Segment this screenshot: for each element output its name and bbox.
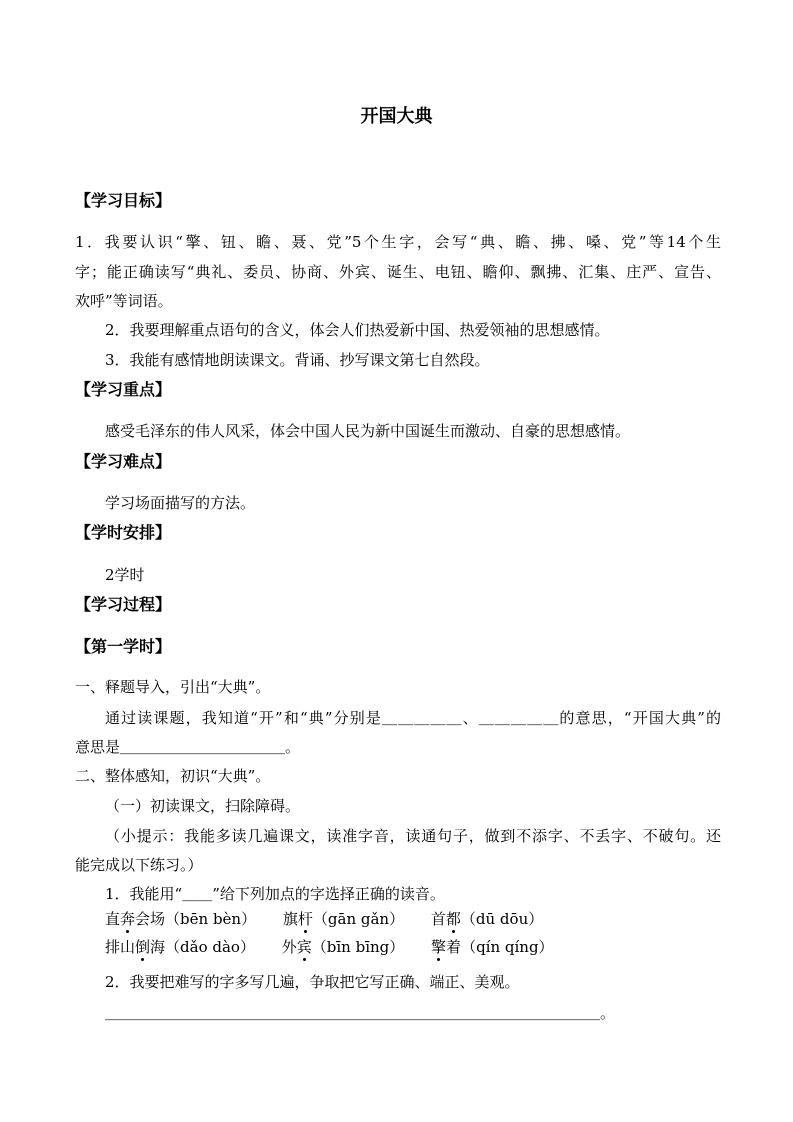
exercise-2-answer-line: ＿＿＿＿＿＿＿＿＿＿＿＿＿＿＿＿＿＿＿＿＿＿＿＿＿＿＿＿＿＿＿＿＿。 xyxy=(105,1004,616,1022)
word-6: 擎着（qín qíng） xyxy=(431,938,554,956)
difficulty-text: 学习场面描写的方法。 xyxy=(105,494,256,512)
goal-1-line-2: 字；能正确读写“典礼、委员、协商、外宾、诞生、电钮、瞻仰、飘拂、汇集、庄严、宣告、 xyxy=(75,263,721,281)
word-3: 首都（dū dōu） xyxy=(430,910,544,928)
dotted-char: 杆 xyxy=(297,910,313,928)
part-2-sub-1: （一）初读课文，扫除障碍。 xyxy=(105,797,301,815)
dotted-char: 都 xyxy=(445,910,461,928)
goal-1-line-3: 欢呼”等词语。 xyxy=(75,292,173,310)
schedule-text: 2学时 xyxy=(105,566,145,584)
part-2-heading: 二、整体感知，初识“大典”。 xyxy=(75,767,271,785)
pinyin-row-1 xyxy=(105,909,543,929)
dotted-char: 奔 xyxy=(120,910,136,928)
dotted-char: 擎 xyxy=(431,938,447,956)
goal-1-line-1: 1．我要认识“擎、钮、瞻、聂、党”5个生字，会写“典、瞻、拂、嗓、党”等14个生 xyxy=(75,233,721,251)
word-1: 直奔会场（bēn bèn） xyxy=(105,910,257,928)
exercise-2: 2．我要把难写的字多写几遍，争取把它写正确、端正、美观。 xyxy=(105,973,520,991)
schedule-heading: 【学时安排】 xyxy=(75,523,172,542)
hint-line-1: （小提示：我能多读几遍课文，读准字音，读通句子，做到不添字、不丢字、不破句。还 xyxy=(105,827,721,845)
lesson-1-heading: 【第一学时】 xyxy=(75,637,172,656)
part-1-line-1: 通过读课题，我知道“开”和“典”分别是＿＿＿＿＿、＿＿＿＿＿的意思，“开国大典”的 xyxy=(105,709,721,727)
difficulty-heading: 【学习难点】 xyxy=(75,452,172,471)
document-title: 开国大典 xyxy=(360,106,433,127)
focus-heading: 【学习重点】 xyxy=(75,380,172,399)
hint-line-2: 能完成以下练习。） xyxy=(75,856,203,874)
pinyin-row-2 xyxy=(105,937,554,957)
word-2: 旗杆（gān gǎn） xyxy=(282,910,405,928)
goal-2: 2．我要理解重点语句的含义，体会人们热爱新中国、热爱领袖的思想感情。 xyxy=(105,321,610,339)
goal-3: 3．我能有感情地朗读课文。背诵、抄写课文第七自然段。 xyxy=(105,351,490,369)
process-heading: 【学习过程】 xyxy=(75,595,172,614)
exercise-1: 1．我能用“＿＿”给下列加点的字选择正确的读音。 xyxy=(105,885,445,903)
word-4: 排山倒海（dǎo dào） xyxy=(105,938,255,956)
dotted-char: 宾 xyxy=(296,938,312,956)
goals-heading: 【学习目标】 xyxy=(75,191,172,210)
dotted-char: 倒 xyxy=(135,938,151,956)
word-5: 外宾（bīn bīng） xyxy=(281,938,405,956)
focus-text: 感受毛泽东的伟人风采，体会中国人民为新中国诞生而激动、自豪的思想感情。 xyxy=(105,422,631,440)
part-1-heading: 一、释题导入，引出“大典”。 xyxy=(75,678,271,696)
part-1-line-2: 意思是＿＿＿＿＿＿＿＿＿＿＿。 xyxy=(75,738,301,756)
